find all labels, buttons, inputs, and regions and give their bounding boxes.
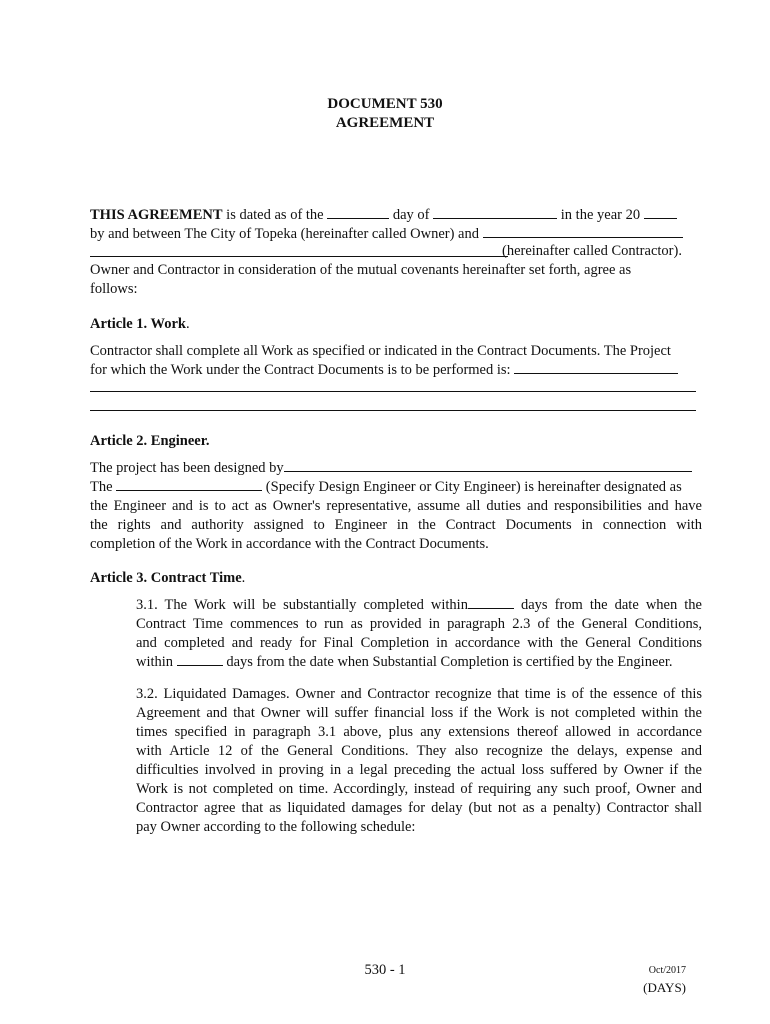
- month-blank[interactable]: [433, 206, 557, 219]
- section-3-2-line-3: times specified in paragraph 3.1 above, plus any extensions thereof allowed in accordance: [136, 724, 702, 740]
- section-3-1-line-4: within days from the date when Substantial Completion is certified by the Engineer.: [136, 654, 673, 670]
- section-3-2-line-4: with Article 12 of the General Conditions. They also recognize the delays, expense and: [136, 743, 702, 759]
- section-3-1-line-1: 3.1. The Work will be substantially completed within days from the date when the: [136, 597, 702, 613]
- intro-lead: THIS AGREEMENT: [90, 207, 223, 223]
- document-number: DOCUMENT 530: [327, 96, 443, 112]
- article-2-line-1: The project has been designed by: [90, 459, 702, 478]
- article-2-line-4: the rights and authority assigned to Engineer in the Contract Documents in connection with: [90, 517, 702, 533]
- days-label: (DAYS): [643, 980, 686, 995]
- revision-date: Oct/2017: [648, 965, 686, 976]
- contractor-name-blank-2[interactable]: [90, 256, 508, 257]
- article-2-heading: Article 2. Engineer.: [90, 433, 210, 449]
- article-1-heading: Article 1. Work.: [90, 316, 190, 332]
- contractor-name-blank-1[interactable]: [483, 225, 683, 238]
- intro-consideration: Owner and Contractor in consideration of the mutual covenants hereinafter set forth, agree as: [90, 262, 632, 278]
- section-3-2-line-7: Contractor agree that as liquidated damages for delay (but not as a penalty) Contractor shall: [136, 800, 702, 816]
- intro-line-2: by and between The City of Topeka (hereinafter called Owner) and: [90, 225, 702, 244]
- page-number: 530 - 1: [364, 962, 406, 978]
- project-blank-3[interactable]: [90, 410, 696, 411]
- article-2-line-2: The (Specify Design Engineer or City Engineer) is hereinafter designated as: [90, 479, 682, 495]
- designer-blank[interactable]: [284, 459, 692, 472]
- engineer-blank[interactable]: [116, 478, 262, 491]
- article-3-heading: Article 3. Contract Time.: [90, 570, 246, 586]
- project-blank-1[interactable]: [514, 361, 678, 374]
- article-2-line-5: completion of the Work in accordance with the Contract Documents.: [90, 536, 489, 552]
- substantial-days-blank[interactable]: [468, 596, 514, 609]
- day-blank[interactable]: [327, 206, 389, 219]
- section-3-2-line-6: Work is not completed on time. Accordingly, instead of requiring any such proof, Owner and: [136, 781, 702, 797]
- year-blank[interactable]: [644, 206, 677, 219]
- intro-follows: follows:: [90, 281, 138, 297]
- section-3-2-line-8: pay Owner according to the following schedule:: [136, 819, 416, 835]
- article-1-line-1: Contractor shall complete all Work as specified or indicated in the Contract Documents. The Project: [90, 343, 671, 359]
- section-3-2-line-5: difficulties involved in proving in a legal preceding the actual loss suffered by Owner if the: [136, 762, 702, 778]
- section-3-2-line-2: Agreement and that Owner will suffer financial loss if the Work is not completed within the: [136, 705, 702, 721]
- section-3-1-line-3: and completed and ready for Final Completion in accordance with the General Conditions: [136, 635, 702, 651]
- project-blank-2[interactable]: [90, 391, 696, 392]
- section-3-2-line-1: 3.2. Liquidated Damages. Owner and Contractor recognize that time is of the essence of this: [136, 686, 702, 702]
- intro-line-1: THIS AGREEMENT is dated as of the day of in the year 20: [90, 206, 702, 225]
- document-title: AGREEMENT: [335, 115, 435, 131]
- contractor-called: (hereinafter called Contractor).: [502, 243, 682, 259]
- final-days-blank[interactable]: [177, 653, 223, 666]
- article-1-line-2: for which the Work under the Contract Documents is to be performed is:: [90, 361, 702, 380]
- section-3-1-line-2: Contract Time commences to run as provided in paragraph 2.3 of the General Conditions,: [136, 616, 702, 632]
- article-2-line-3: the Engineer and is to act as Owner's representative, assume all duties and responsibilities and have: [90, 498, 702, 514]
